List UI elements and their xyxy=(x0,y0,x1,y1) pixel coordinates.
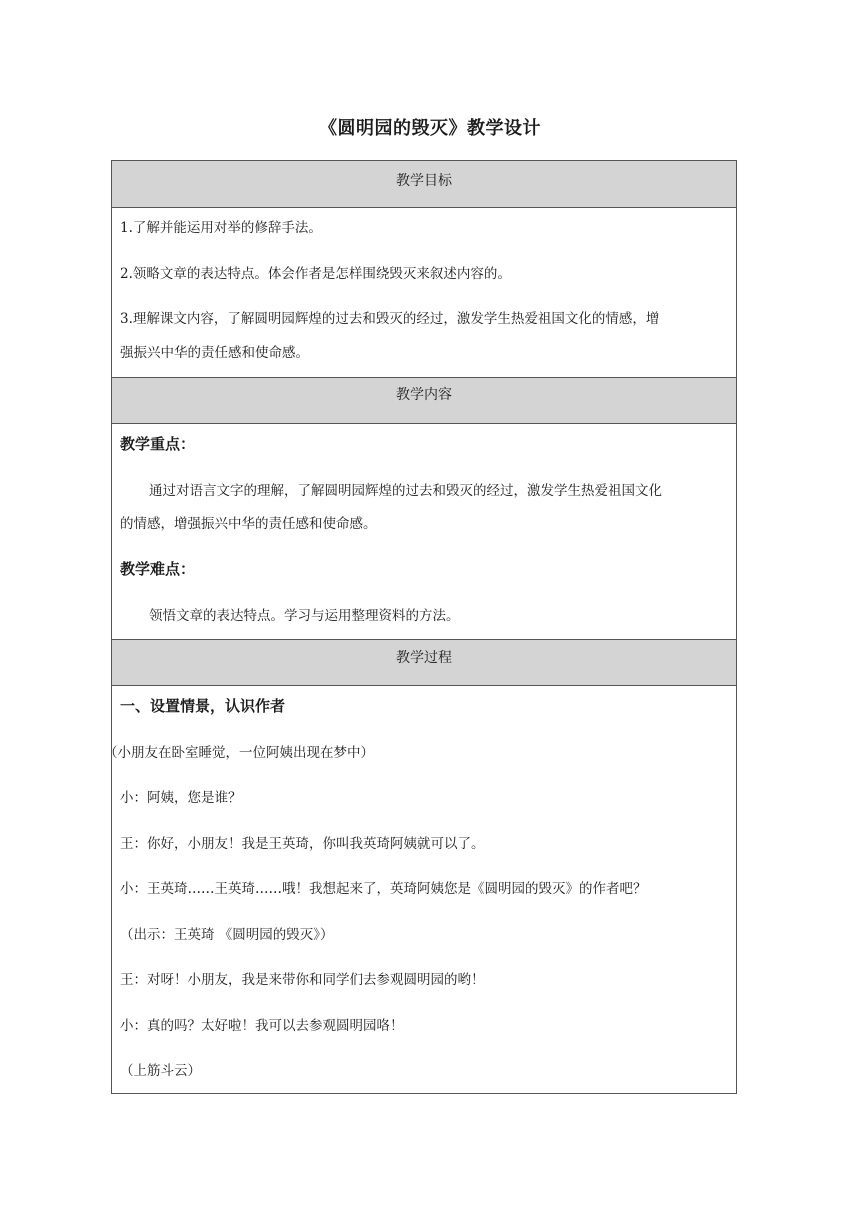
difficult-points-title: 教学难点： xyxy=(120,560,196,578)
process-line: （出示：王英琦 《圆明园的毁灭》） xyxy=(120,927,334,943)
lesson-table xyxy=(104,160,737,1094)
process-line: 王：你好，小朋友！我是王英琦，你叫我英琦阿姨就可以了。 xyxy=(120,836,485,852)
goal-item-3: 3.理解课文内容，了解圆明园辉煌的过去和毁灭的经过，激发学生热爱祖国文化的情感，增 xyxy=(120,311,660,327)
process-line: 小：真的吗？太好啦！我可以去参观圆明园咯！ xyxy=(120,1018,404,1034)
key-points-line-1: 通过对语言文字的理解，了解圆明园辉煌的过去和毁灭的经过，激发学生热爱祖国文化 xyxy=(149,483,662,499)
goals-header-label: 教学目标 xyxy=(396,173,452,189)
content-header xyxy=(112,378,736,424)
goal-item-2: 2.领略文章的表达特点。体会作者是怎样围绕毁灭来叙述内容的。 xyxy=(120,266,511,282)
key-points-line-2: 的情感，增强振兴中华的责任感和使命感。 xyxy=(120,516,377,532)
process-line: （小朋友在卧室睡觉，一位阿姨出现在梦中） xyxy=(104,745,374,761)
process-line: （上筋斗云） xyxy=(120,1063,201,1079)
process-line: 小：王英琦……王英琦……哦！我想起来了，英琦阿姨您是《圆明园的毁灭》的作者吧？ xyxy=(120,881,647,897)
process-section-title: 一、设置情景，认识作者 xyxy=(120,697,286,715)
difficult-points-text: 领悟文章的表达特点。学习与运用整理资料的方法。 xyxy=(149,608,460,624)
process-line: 王：对呀！小朋友，我是来带你和同学们去参观圆明园的哟！ xyxy=(120,972,485,988)
process-header-label: 教学过程 xyxy=(396,650,452,666)
goal-item-1: 1.了解并能运用对举的修辞手法。 xyxy=(120,220,322,236)
process-header xyxy=(112,640,736,686)
goal-item-3-cont: 强振兴中华的责任感和使命感。 xyxy=(120,345,309,361)
process-line: 小：阿姨，您是谁？ xyxy=(120,790,242,806)
document-title: 《圆明园的毁灭》教学设计 xyxy=(319,118,541,139)
content-header-label: 教学内容 xyxy=(396,387,452,403)
key-points-title: 教学重点： xyxy=(120,435,196,453)
goals-header xyxy=(112,161,736,208)
